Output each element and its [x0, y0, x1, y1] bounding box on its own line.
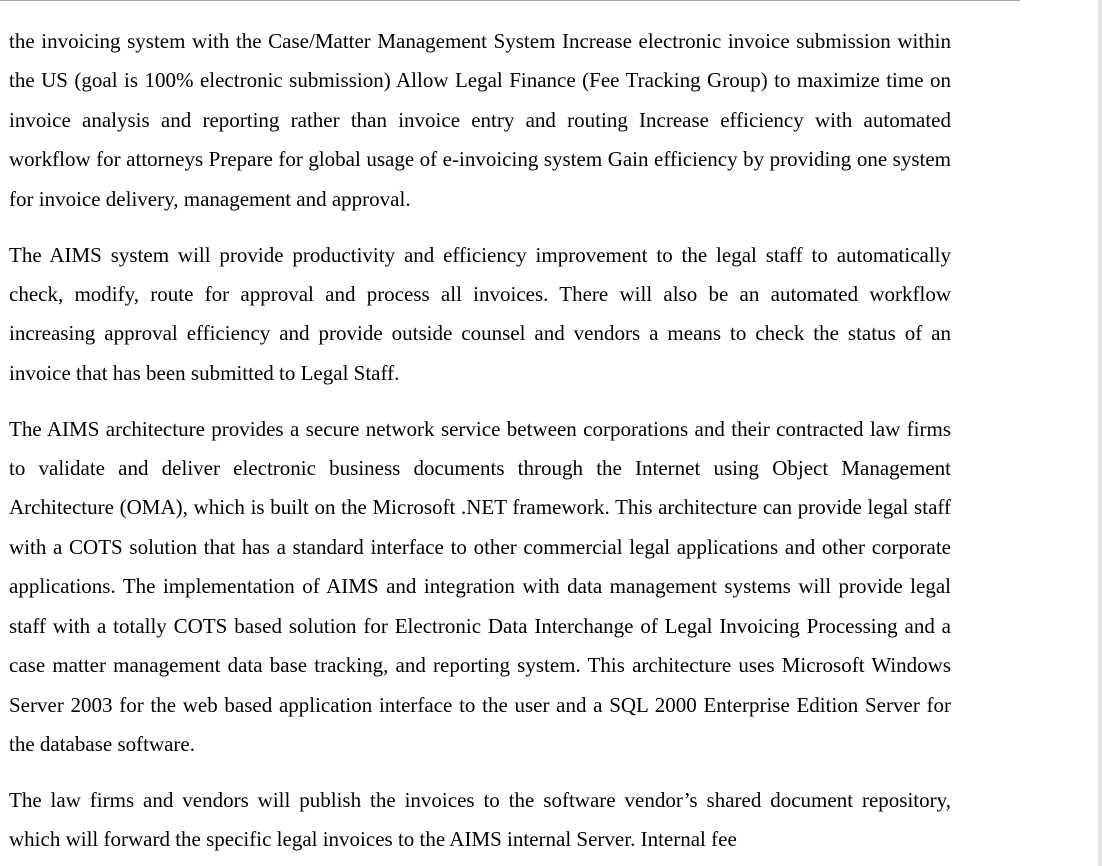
right-scroll-gutter	[1098, 0, 1102, 866]
paragraph-aims-architecture: The AIMS architecture provides a secure network service between corporations and their contracted law firms to validate and deliver electronic business documents through the Internet using Object Management Architecture (OMA), which is built on the Microsoft .NET framework. This architecture can provide legal staff with a COTS solution that has a standard interface to other commercial legal applications and other corporate applications. The implementation of AIMS and integration with data management systems will provide legal staff with a totally COTS based solution for Electronic Data Interchange of Legal Invoicing Processing and a case matter management data base tracking, and reporting system. This architecture uses Microsoft Windows Server 2003 for the web based application interface to the user and a SQL 2000 Enterprise Edition Server for the database software.	[9, 416, 951, 756]
paragraph-law-firms-publishing: The law firms and vendors will publish the invoices to the software vendor’s shared document repository, which will forward the specific legal invoices to the AIMS internal Server. Internal fee	[9, 787, 951, 852]
paragraph-aims-productivity: The AIMS system will provide productivity and efficiency improvement to the legal staff to automatically check, modify, route for approval and process all invoices. There will also be an automated workflow increasing approval efficiency and provide outside counsel and vendors a means to check the status of an invoice that has been submitted to Legal Staff.	[9, 242, 951, 385]
paragraph-invoicing-goals: the invoicing system with the Case/Matter Management System Increase electronic invoice submission within the US (goal is 100% electronic submission) Allow Legal Finance (Fee Tracking Group) to maximize time on invoice analysis and reporting rather than invoice entry and routing Increase efficiency with automated workflow for attorneys Prepare for global usage of e-invoicing system Gain efficiency by providing one system for invoice delivery, management and approval.	[9, 29, 951, 211]
page-top-border	[0, 0, 1020, 1]
document-body	[9, 22, 951, 866]
